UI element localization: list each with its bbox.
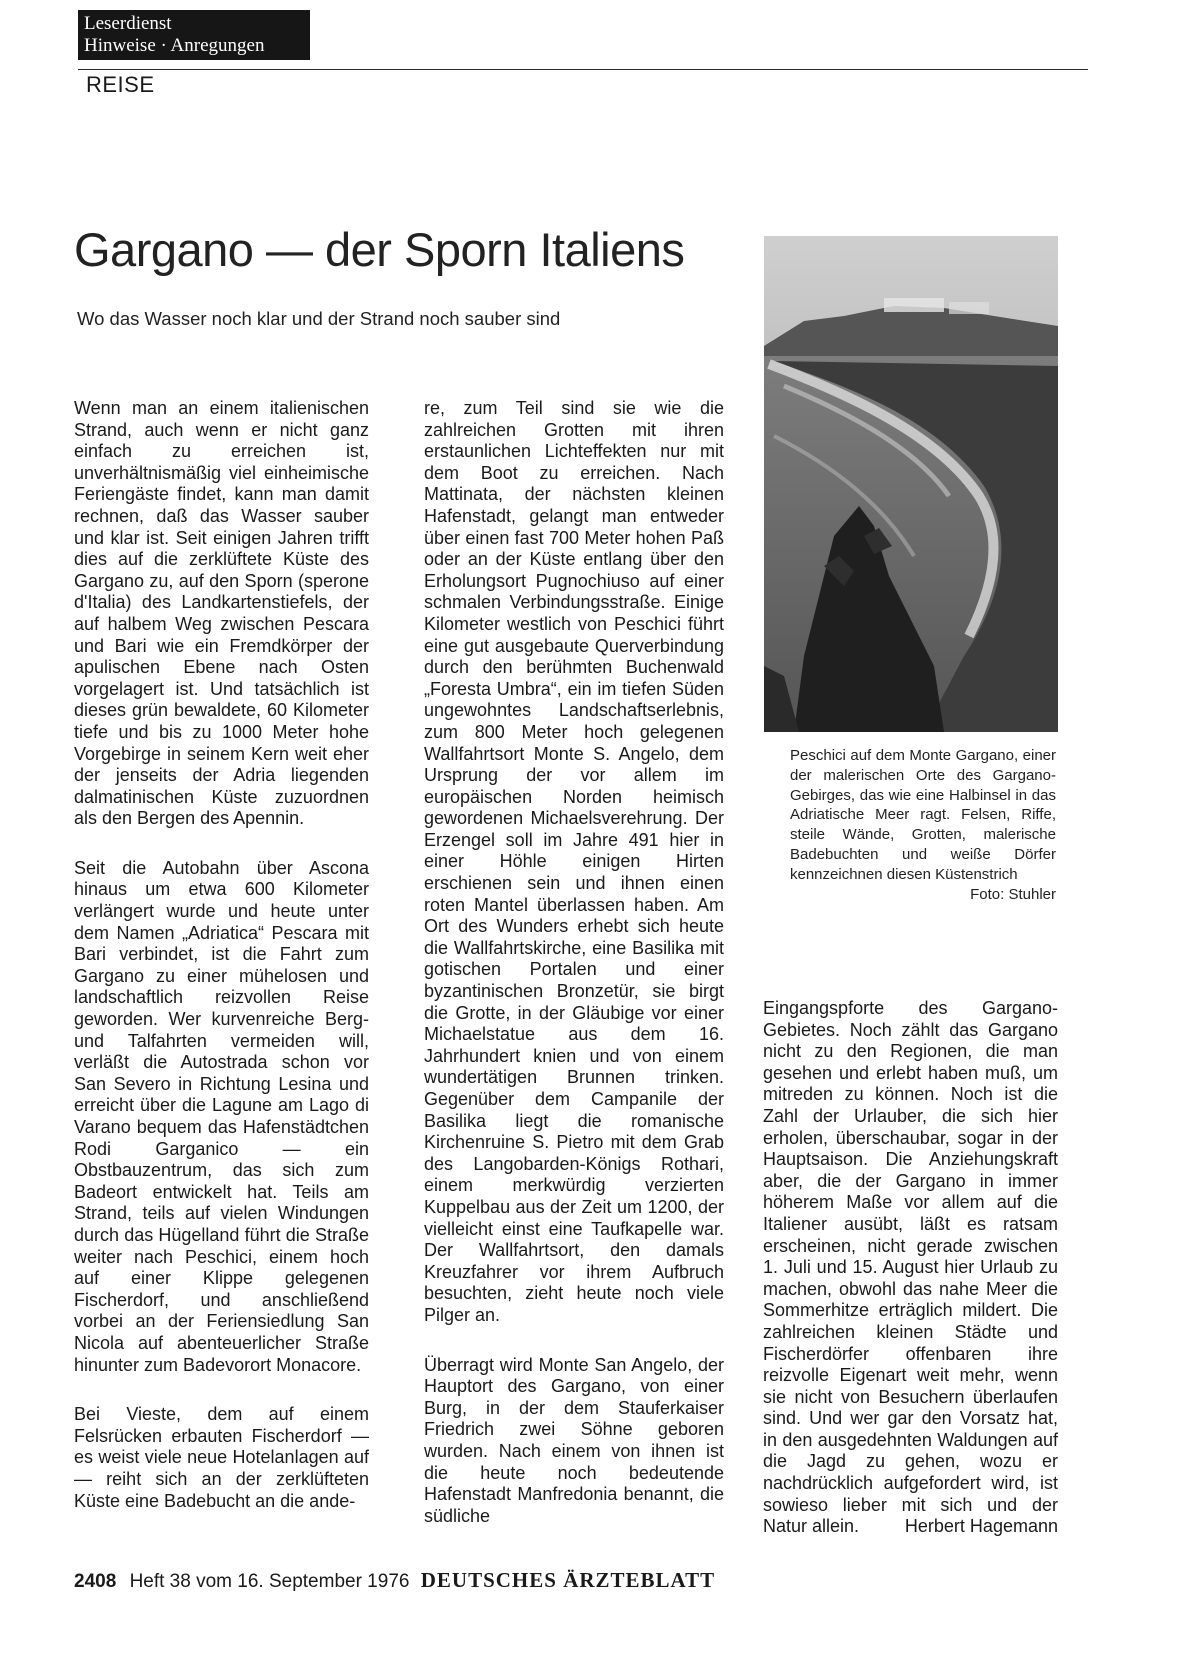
header-box-line2: Hinweise · Anregungen xyxy=(84,35,265,56)
paragraph xyxy=(763,998,1058,1538)
article-column-1 xyxy=(74,398,369,1540)
caption-text: Peschici auf dem Monte Gargano, einer der malerischen Orte des Gargano-Gebirges, das wie eine Halbinsel in das Adriatische Meer ragt. Felsen, Riffe, steile Wände, Grotten, malerische Badebuchten und weiße Dörfer kennzeichnen diesen Küstenstrich xyxy=(790,747,1056,883)
magazine-name: DEUTSCHES ÄRZTEBLATT xyxy=(420,1568,716,1592)
page-number: 2408 xyxy=(74,1571,117,1592)
article-subtitle: Wo das Wasser noch klar und der Strand noch sauber sind xyxy=(77,308,561,329)
section-label: REISE xyxy=(86,72,155,97)
paragraph: Wenn man an einem italienischen Strand, auch wenn er nicht ganz einfach zu erreichen ist, unverhältnismäßig viel einheimische Feriengäste findet, kann man damit rechnen, daß das Wasser sauber und klar ist. Seit einigen Jahren trifft dies auf die zerklüftete Küste des Gargano zu, auf den Sporn (sperone d'Italia) des Landkartenstiefels, der auf halbem Weg zwischen Pescara und Bari wie ein Fremdkörper der apulischen Ebene nach Osten vorgelagert ist. Und tatsächlich ist dieses grün bewaldete, 60 Kilometer tiefe und bis zu 1000 Meter hohe Vorgebirge in seinem Kern weit eher der jenseits der Adria liegenden dalmatinischen Küste zuzuordnen als den Bergen des Apennin. xyxy=(74,398,369,829)
paragraph: re, zum Teil sind sie wie die zahlreichen Grotten mit ihren erstaunlichen Lichteffekten nur mit dem Boot zu erreichen. Nach Mattinata, der nächsten kleinen Hafenstadt, gelangt man entweder über einen fast 700 Meter hohen Paß oder an der Küste entlang über den Erholungsort Pugnochiuso auf einer schmalen Verbindungsstraße. Einige Kilometer westlich von Peschici führt eine gut ausgebaute Querverbindung durch den berühmten Buchenwald „Foresta Umbra“, ein im tiefen Süden ungewohntes Landschaftserlebnis, zum 800 Meter hoch gelegenen Wallfahrtsort Monte S. Angelo, dem Ursprung der vor allem im europäischen Norden heimisch gewordenen Michaelsverehrung. Der Erzengel soll im Jahre 491 hier in einer Höhle einigen Hirten erschienen sein und ihnen einen roten Mantel überlassen haben. Am Ort des Wunders erhebt sich heute die Wallfahrtskirche, eine Basilika mit gotischen Portalen und einer byzantinischen Bronzetür, sie birgt die Grotte, in der Gläubige vor einer Michaelstatue aus dem 16. Jahrhundert knien und von einem wundertätigen Brunnen trinken. Gegenüber dem Campanile der Basilika liegt die romanische Kirchenruine S. Pietro mit dem Grab des Langobarden-Königs Rothari, einem merkwürdig verzierten Kuppelbau aus der Zeit um 1200, der vielleicht einst eine Taufkapelle war. Der Wallfahrtsort, den damals Kreuzfahrer vor ihrem Aufbruch besuchten, zieht heute noch viele Pilger an. xyxy=(424,398,724,1325)
photo-credit: Foto: Stuhler xyxy=(970,885,1056,903)
page-footer xyxy=(74,1568,715,1593)
paragraph-text: Eingangspforte des Gargano-Gebietes. Noch zählt das Gargano nicht zu den Regionen, die man gesehen und erlebt haben muß, um mitreden zu können. Noch ist die Zahl der Urlauber, die sich hier erholen, überschaubar, sogar in der Hauptsaison. Die Anziehungskraft aber, die der Gargano in immer höherem Maße vor allem auf die Italiener ausübt, läßt es ratsam erscheinen, nicht gerade zwischen 1. Juli und 15. August hier Urlaub zu machen, obwohl das nahe Meer die Sommerhitze erträglich mildert. Die zahlreichen kleinen Städte und Fischerdörfer offenbaren ihre reizvolle Eigenart weit mehr, wenn sie nicht von Besuchern überlaufen sind. Und wer gar den Vorsatz hat, in den ausgedehnten Waldungen auf die Jagd zu gehen, wozu er nachdrücklich aufgefordert wird, ist sowieso lieber mit sich und der Natur allein. xyxy=(763,998,1058,1537)
header-box-line1: Leserdienst xyxy=(84,13,172,34)
article-column-3 xyxy=(763,998,1058,1538)
article-column-2 xyxy=(424,398,724,1555)
author-name: Herbert Hagemann xyxy=(904,1516,1058,1537)
issue-info: Heft 38 vom 16. September 1976 xyxy=(129,1571,410,1592)
article-title: Gargano — der Sporn Italiens xyxy=(74,223,685,276)
header-rule xyxy=(78,69,1088,70)
coastal-photo xyxy=(764,236,1058,732)
photo-caption xyxy=(790,746,1056,904)
section-header-box xyxy=(78,10,310,60)
coast-photo-illustration xyxy=(764,236,1058,732)
paragraph: Bei Vieste, dem auf einem Felsrücken erbauten Fischerdorf — es weist viele neue Hotelanlagen auf — reiht sich an der zerklüfteten Küste eine Badebucht an die ande- xyxy=(74,1404,369,1511)
paragraph: Seit die Autobahn über Ascona hinaus um etwa 600 Kilometer verlängert wurde und heute unter dem Namen „Adriatica“ Pescara mit Bari verbindet, ist die Fahrt zum Gargano zu einer mühelosen und landschaftlich reizvollen Reise geworden. Wer kurvenreiche Berg- und Talfahrten vermeiden will, verläßt die Autostrada schon vor San Severo in Richtung Lesina und erreicht über die Lagune am Lago di Varano bequem das Hafenstädtchen Rodi Garganico — ein Obstbauzentrum, das sich zum Badeort entwickelt hat. Teils am Strand, teils auf vielen Windungen durch das Hügelland führt die Straße weiter nach Peschici, einem hoch auf einer Klippe gelegenen Fischerdorf, und anschließend vorbei an der Feriensiedlung San Nicola auf abenteuerlicher Straße hinunter zum Badevorort Monacore. xyxy=(74,857,369,1375)
paragraph: Überragt wird Monte San Angelo, der Hauptort des Gargano, von einer Burg, in der dem Stauferkaiser Friedrich zwei Söhne geboren wurden. Nach einem von ihnen ist die heute noch bedeutende Hafenstadt Manfredonia benannt, die südliche xyxy=(424,1354,724,1526)
